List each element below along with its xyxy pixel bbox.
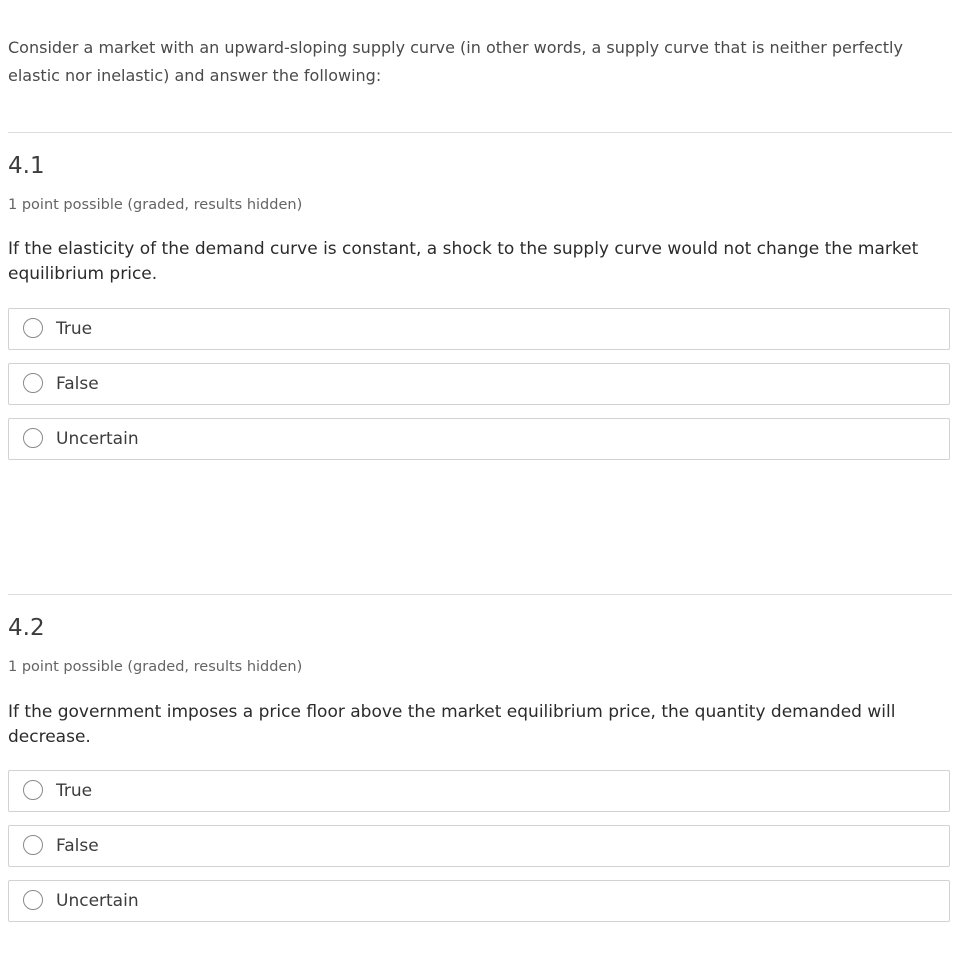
points-possible: 1 point possible (graded, results hidden) (8, 659, 303, 675)
choice-label: False (56, 836, 99, 856)
section-divider (8, 132, 952, 133)
problem-title: 4.1 (8, 153, 45, 179)
radio-button[interactable] (23, 428, 43, 448)
points-possible: 1 point possible (graded, results hidden) (8, 197, 303, 213)
choice-uncertain[interactable] (8, 418, 950, 460)
intro-text: Consider a market with an upward-sloping supply curve (in other words, a supply curve that is neither perfectly elastic nor inelastic) and answer the following: (8, 38, 903, 85)
choice-label: False (56, 374, 99, 394)
radio-button[interactable] (23, 373, 43, 393)
choice-label: True (56, 319, 93, 339)
radio-button[interactable] (23, 835, 43, 855)
radio-button[interactable] (23, 318, 43, 338)
problem-title: 4.2 (8, 615, 45, 641)
choice-true[interactable] (8, 770, 950, 812)
choice-uncertain[interactable] (8, 880, 950, 922)
choice-false[interactable] (8, 825, 950, 867)
choice-label: Uncertain (56, 891, 139, 911)
section-divider (8, 594, 952, 595)
choice-false[interactable] (8, 363, 950, 405)
radio-button[interactable] (23, 780, 43, 800)
question-text: If the elasticity of the demand curve is constant, a shock to the supply curve would not change the market equilibrium price. (8, 239, 919, 284)
choice-label: True (56, 781, 93, 801)
radio-button[interactable] (23, 890, 43, 910)
choice-true[interactable] (8, 308, 950, 350)
choice-label: Uncertain (56, 429, 139, 449)
question-text: If the government imposes a price floor above the market equilibrium price, the quantity demanded will decrease. (8, 702, 896, 747)
